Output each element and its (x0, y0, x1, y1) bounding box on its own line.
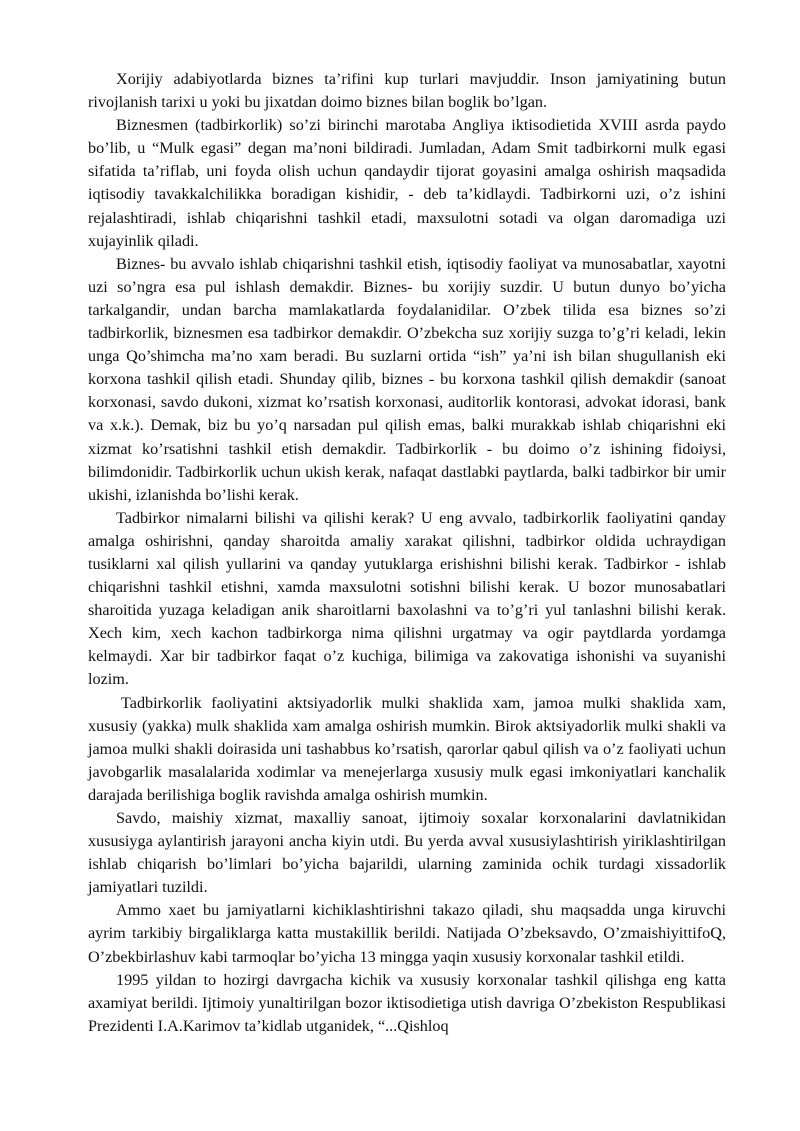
paragraph-8: 1995 yildan to hozirgi davrgacha kichik va xususiy korxonalar tashkil qilishga eng katta axamiyat berildi. Ijtimoiy yunaltirilgan bozor iktisodietiga utish davriga O’zbekiston Respublikasi Prezidenti I.A.Karimov ta’kidlab utganidek, “...Qishloq (88, 970, 726, 1035)
paragraph-7: Ammo xaet bu jamiyatlarni kichiklashtirishni takazo qiladi, shu maqsadda unga kiruvchi ayrim tarkibiy birgaliklarga katta mustakillik berildi. Natijada O’zbeksavdo, O’zmaishiyittifoQ, O’zbekbirlashuv kabi tarmoqlar bo’yicha 13 mingga yaqin xususiy korxonalar tashkil etildi. (88, 901, 726, 966)
paragraph-1: Xorijiy adabiyotlarda biznes ta’rifini kup turlari mavjuddir. Inson jamiyatining butun rivojlanish tarixi u yoki bu jixatdan doimo biznes bilan boglik bo’lgan. (88, 70, 726, 112)
paragraph-2: Biznesmen (tadbirkorlik) so’zi birinchi marotaba Angliya iktisodietida XVIII asrda paydo bo’lib, u “Mulk egasi” degan ma’noni bildiradi. Jumladan, Adam Smit tadbirkorni mulk egasi sifatida ta’riflab, uni foyda olish uchun qandaydir tijorat goyasini amalga oshirish maqsadida iqtisodiy tavakkalchilikka boradigan kishidir, - deb ta’kidlaydi. Tadbirkorni uzi, o’z ishini rejalashtiradi, ishlab chiqarishni tashkil etadi, maxsulotni sotadi va olgan daromadiga uzi xujayinlik qiladi. (88, 116, 726, 250)
paragraph-6: Savdo, maishiy xizmat, maxalliy sanoat, ijtimoiy soxalar korxonalarini davlatnikidan xususiyga aylantirish jarayoni ancha kiyin utdi. Bu yerda avval xususiylashtirish yiriklashtirilgan ishlab chiqarish bo’limlari bo’yicha bajarildi, ularning zaminida ochik turdagi xissadorlik jamiyatlari tuzildi. (88, 809, 726, 897)
paragraph-5: Tadbirkorlik faoliyatini aktsiyadorlik mulki shaklida xam, jamoa mulki shaklida xam, xususiy (yakka) mulk shaklida xam amalga oshirish mumkin. Birok aktsiyadorlik mulki shakli va jamoa mulki shakli doirasida uni tashabbus ko’rsatish, qarorlar qabul qilish va o’z faoliyati uchun javobgarlik masalalarida xodimlar va menejerlarga xususiy mulk egasi imkoniyatlari kanchalik darajada berilishiga boglik ravishda amalga oshirish mumkin. (88, 693, 726, 804)
paragraph-4: Tadbirkor nimalarni bilishi va qilishi kerak? U eng avvalo, tadbirkorlik faoliyatini qanday amalga oshirishni, qanday sharoitda amaliy xarakat qilishni, tadbirkor oldida uchraydigan tusiklarni xal qilish yullarini va qanday yutuklarga erishishni bilishi kerak. Tadbirkor - ishlab chiqarishni tashkil etishni, xamda maxsulotni sotishni bilishi kerak. U bozor munosabatlari sharoitida yuzaga keladigan anik sharoitlarni baxolashni va to’g’ri yul tanlashni bilishi kerak. Xech kim, xech kachon tadbirkorga nima qilishni urgatmay va ogir paytdlarda yordamga kelmaydi. Xar bir tadbirkor faqat o’z kuchiga, bilimiga va zakovatiga ishonishi va suyanishi lozim. (88, 508, 726, 689)
paragraph-3: Biznes- bu avvalo ishlab chiqarishni tashkil etish, iqtisodiy faoliyat va munosabatlar, xayotni uzi so’ngra esa pul ishlash demakdir. Biznes- bu xorijiy suzdir. U butun dunyo bo’yicha tarkalgandir, undan barcha mamlakatlarda foydalanidilar. O’zbek tilida esa biznes so’zi tadbirkorlik, biznesmen esa tadbirkor demakdir. O’zbekcha suz xorijiy suzga to’g’ri keladi, lekin unga Qo’shimcha ma’no xam beradi. Bu suzlarni ortida “ish” ya’ni ish bilan shugullanish eki korxona tashkil qilish etadi. Shunday qilib, biznes - bu korxona tashkil qilish demakdir (sanoat korxonasi, savdo dukoni, xizmat ko’rsatish korxonasi, auditorlik kontorasi, advokat idorasi, bank va x.k.). Demak, biz bu yo’q narsadan pul qilish emas, balki murakkab ishlab chiqarishni eki xizmat ko’rsatishni tashkil etish demakdir. Tadbirkorlik - bu doimo o’z ishining fidoiysi, bilimdonidir. Tadbirkorlik uchun ukish kerak, nafaqat dastlabki paytlarda, balki tadbirkor bir umir ukishi, izlanishda bo’lishi kerak. (88, 254, 726, 504)
document-page (88, 68, 726, 1038)
